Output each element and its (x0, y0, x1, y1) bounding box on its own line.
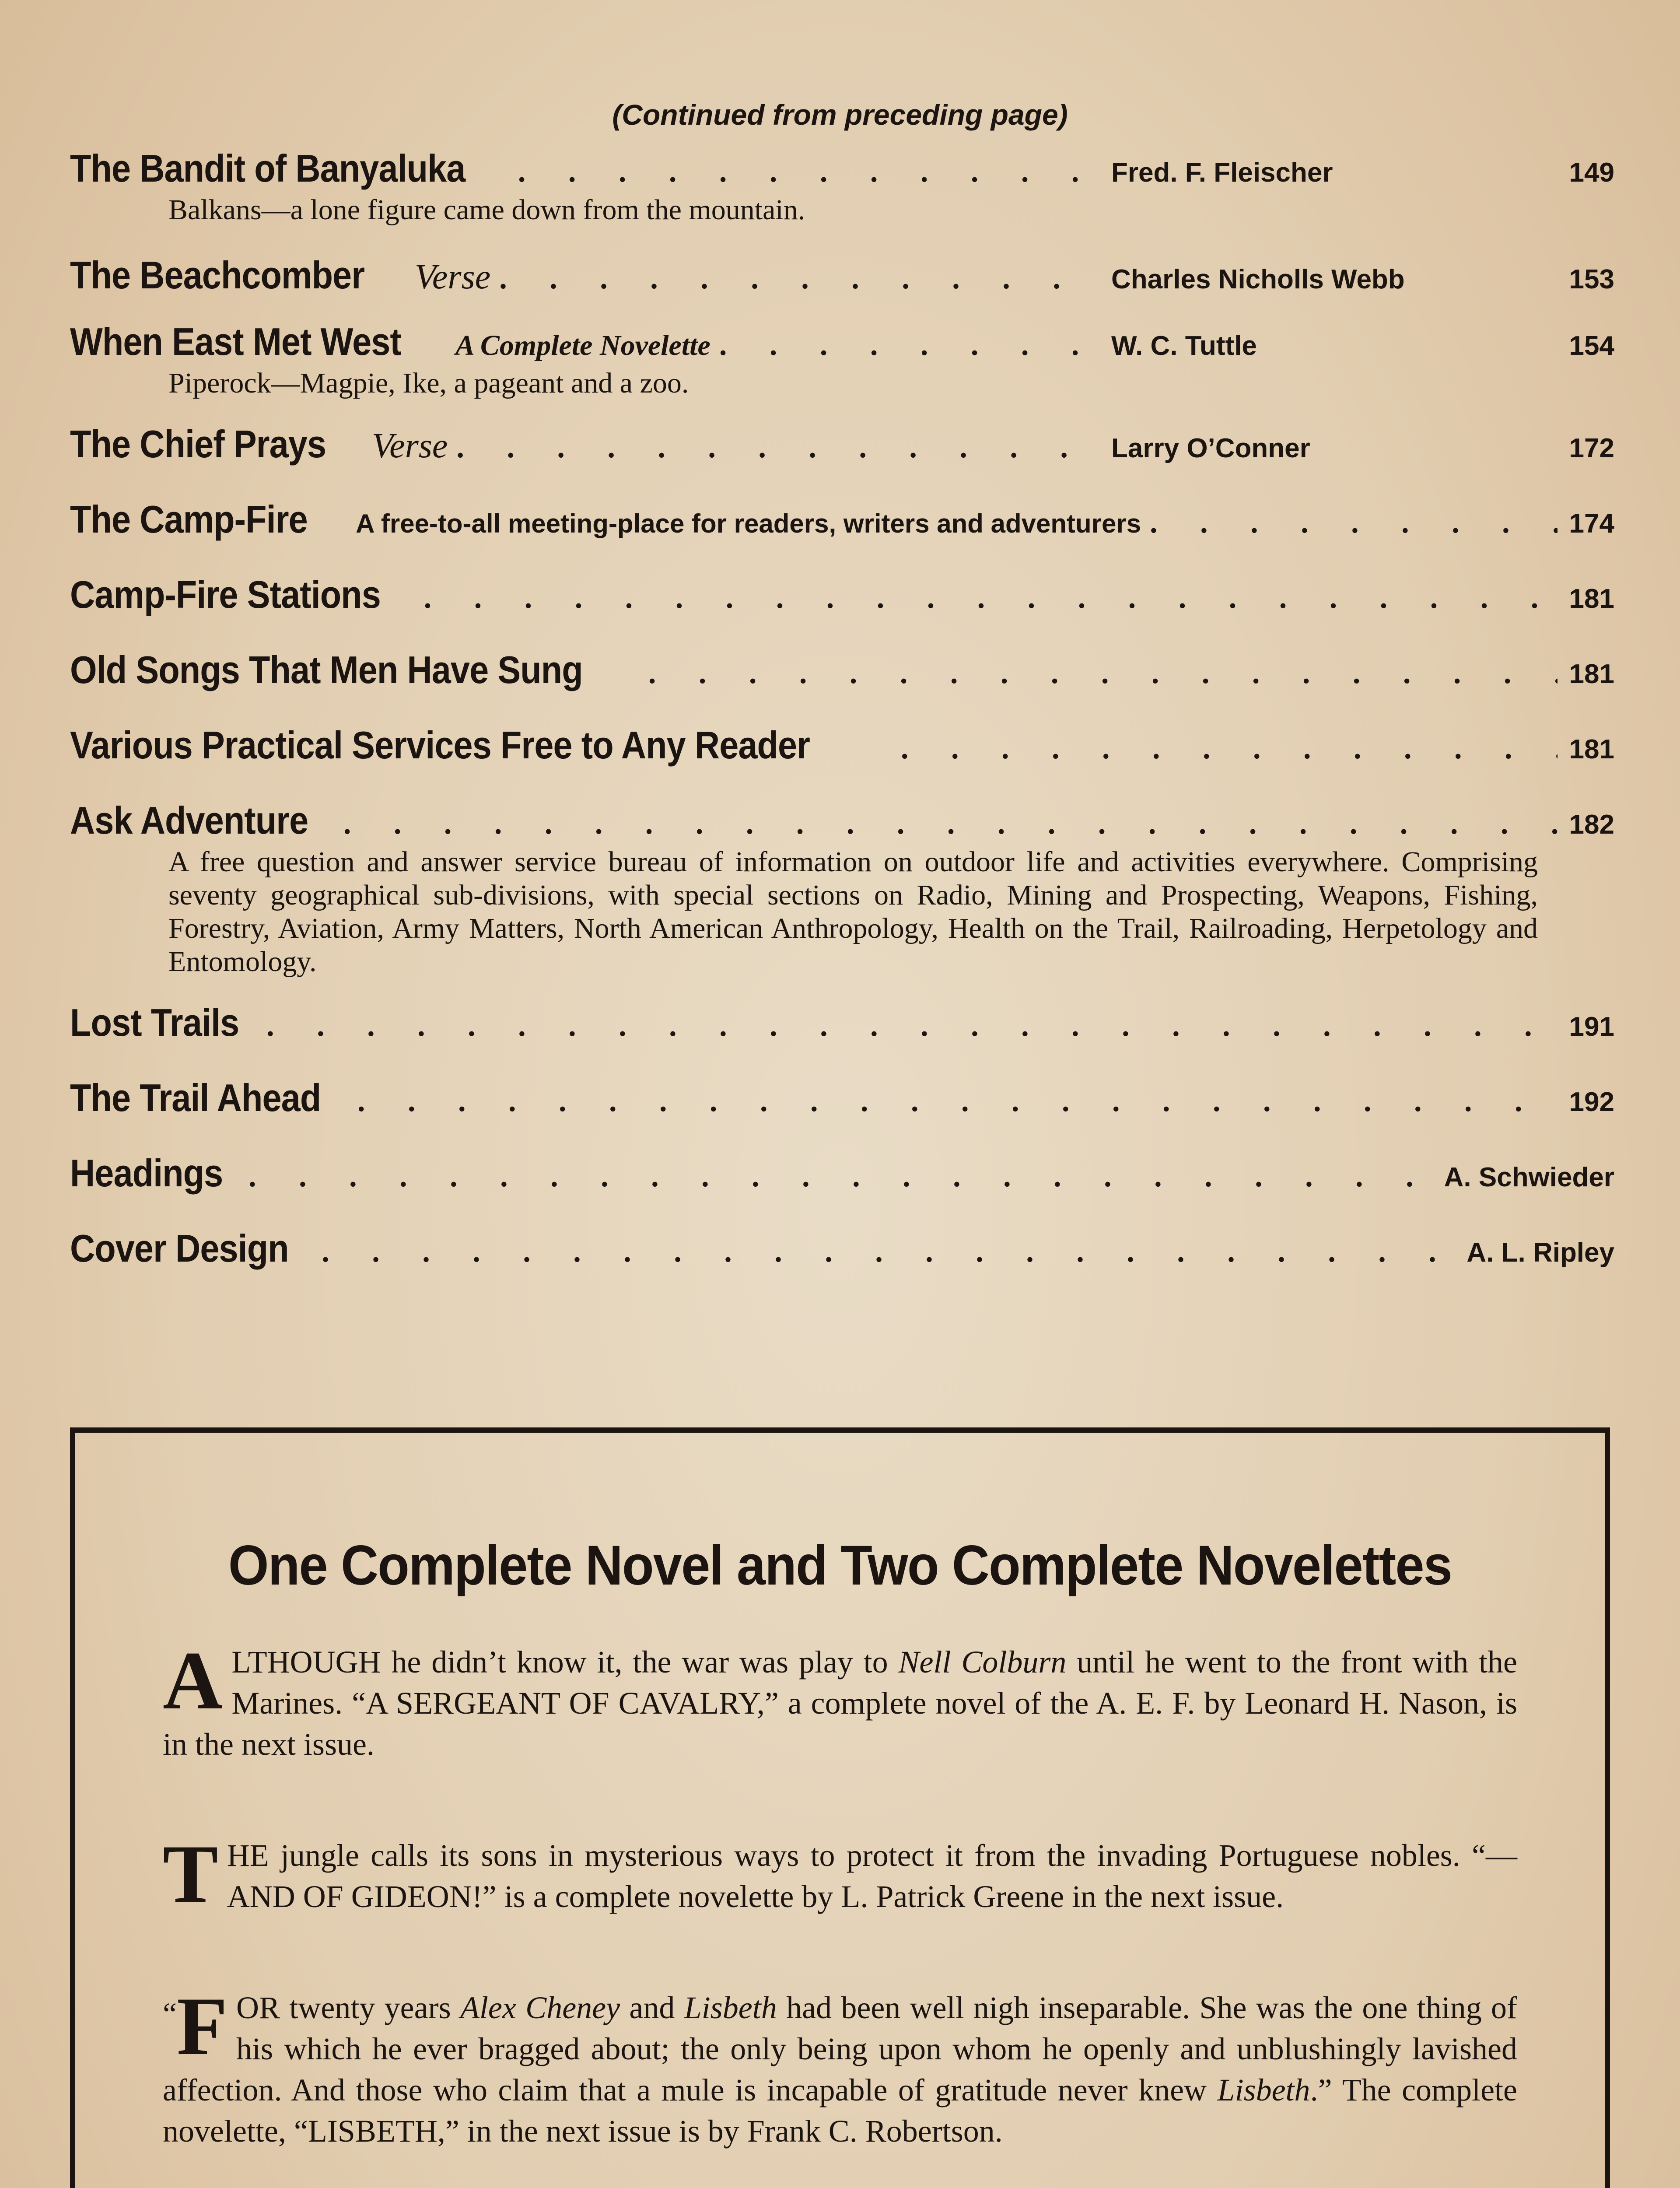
drop-cap: A (163, 1635, 223, 1727)
paragraph-text: LTHOUGH he didn’t know it, the war was play to (231, 1645, 899, 1680)
open-quote: “ (163, 1996, 177, 2031)
drop-cap: F (176, 1981, 228, 2072)
toc-entry-camp-fire-stations (70, 572, 1614, 617)
table-of-contents (70, 140, 1614, 1271)
toc-entry-lost-trails (70, 1000, 1614, 1045)
entry-page: 182 (1569, 810, 1614, 840)
paragraph-sergeant-of-cavalry (163, 1635, 1518, 1765)
next-issue-announcement-box (70, 1427, 1610, 2188)
entry-page: 181 (1569, 659, 1614, 689)
toc-entry-camp-fire (70, 497, 1614, 542)
entry-author: Larry O’Conner (1111, 433, 1310, 463)
entry-author: A. Schwieder (1444, 1162, 1614, 1192)
leader-dots (343, 806, 1558, 842)
character-name: Lisbeth (684, 1990, 777, 2025)
leader-dots (456, 430, 1102, 465)
entry-description: A free-to-all meeting-place for readers, writers and adventurers (356, 509, 1141, 538)
entry-tag: Verse (372, 427, 448, 465)
entry-title: Headings (70, 1151, 223, 1195)
leader-dots (518, 154, 1102, 189)
paragraph-text: until he went to the front with the Marines. “A SERGEANT OF CAVALRY,” a complete novel of the A. E. F. by Leonard H. Nason, is in the next issue. (163, 1645, 1518, 1762)
entry-description: Piperock—Magpie, Ike, a pageant and a zoo. (168, 367, 689, 399)
entry-author: Fred. F. Fleischer (1111, 158, 1333, 188)
paragraph-text: HE jungle calls its sons in mysterious ways to protect it from the invading Portuguese nobles. “—AND OF GIDEON!” is a complete novelette by L. Patrick Greene in the next issue. (227, 1838, 1517, 1914)
entry-tag: A Complete Novelette (455, 330, 710, 361)
entry-title: Various Practical Services Free to Any Reader (70, 723, 810, 767)
leader-dots (248, 1159, 1435, 1194)
leader-dots (648, 656, 1558, 691)
entry-page: 191 (1569, 1012, 1614, 1042)
character-name: Nell Colburn (898, 1645, 1067, 1680)
entry-page: 192 (1569, 1087, 1614, 1117)
toc-entry-beachcomber (70, 253, 1614, 298)
entry-page: 154 (1569, 331, 1614, 361)
continued-note: (Continued from preceding page) (612, 98, 1068, 131)
entry-title: Old Songs That Men Have Sung (70, 648, 583, 691)
character-name: Lisbeth (1217, 2072, 1310, 2107)
entry-title: The Camp-Fire (70, 498, 308, 541)
leader-dots (322, 1234, 1458, 1269)
entry-page: 174 (1569, 508, 1614, 539)
paragraph-text: .” The complete novelette, “LISBETH,” in the next issue is by Frank C. Robertson. (163, 2072, 1517, 2149)
character-name: Alex Cheney (460, 1990, 620, 2025)
entry-title: The Bandit of Banyaluka (70, 147, 466, 190)
toc-entry-bandit (70, 146, 1614, 227)
toc-entry-trail-ahead (70, 1076, 1614, 1120)
paragraph-text: OR twenty years (236, 1990, 460, 2025)
paragraph-and-of-gideon (163, 1828, 1517, 1920)
entry-author: W. C. Tuttle (1111, 331, 1257, 361)
entry-title: Cover Design (70, 1227, 289, 1270)
entry-title: The Beachcomber (70, 253, 365, 297)
entry-title: Camp-Fire Stations (70, 573, 381, 616)
entry-page: 172 (1569, 433, 1614, 463)
entry-title: The Chief Prays (70, 422, 326, 466)
leader-dots (357, 1084, 1558, 1119)
toc-entry-cover-design (70, 1226, 1614, 1271)
leader-dots (424, 581, 1558, 616)
leader-dots (1150, 505, 1558, 540)
leader-dots (719, 328, 1102, 363)
leader-dots (901, 731, 1558, 766)
toc-entry-chief-prays (70, 422, 1614, 466)
entry-page: 153 (1569, 264, 1614, 295)
entry-page: 149 (1569, 158, 1614, 188)
box-heading: One Complete Novel and Two Complete Novelettes (228, 1534, 1452, 1597)
toc-entry-headings (70, 1151, 1614, 1196)
toc-entry-ask-adventure (70, 798, 1614, 978)
entry-description: Balkans—a lone figure came down from the mountain. (168, 194, 805, 226)
toc-entry-practical-services (70, 723, 1614, 768)
entry-author: Charles Nicholls Webb (1111, 264, 1405, 295)
entry-page: 181 (1569, 734, 1614, 764)
toc-entry-old-songs (70, 648, 1614, 692)
entry-title: Ask Adventure (70, 799, 308, 842)
entry-tag: Verse (414, 258, 491, 296)
drop-cap: T (163, 1828, 218, 1920)
entry-title: When East Met West (70, 320, 401, 363)
entry-author: A. L. Ripley (1466, 1238, 1614, 1268)
toc-entry-east-met-west (70, 319, 1614, 400)
paragraph-text: and (620, 1990, 684, 2025)
leader-dots (499, 261, 1102, 296)
entry-title: The Trail Ahead (70, 1076, 321, 1119)
entry-title: Lost Trails (70, 1001, 239, 1044)
paragraph-lisbeth (163, 1981, 1518, 2152)
paragraph-text: had been well nigh inseparable. She was the one thing of his which he ever bragged about; the only being upon whom he openly and unblushingly lavished affection. And those who claim that a mule is incapable of gratitude never knew (163, 1990, 1518, 2107)
entry-description: A free question and answer service bureau of information on outdoor life and activities everywhere. Comprising seventy geographical sub-divisions, with special sections on Radio, Mining and Prospecting, Weapons, Fishing, Forestry, Aviation, Army Matters, North American Anthropology, Health on the Trail, Railroading, Herpetology and Entomology. (168, 846, 1538, 978)
entry-page: 181 (1569, 584, 1614, 614)
leader-dots (266, 1009, 1558, 1044)
